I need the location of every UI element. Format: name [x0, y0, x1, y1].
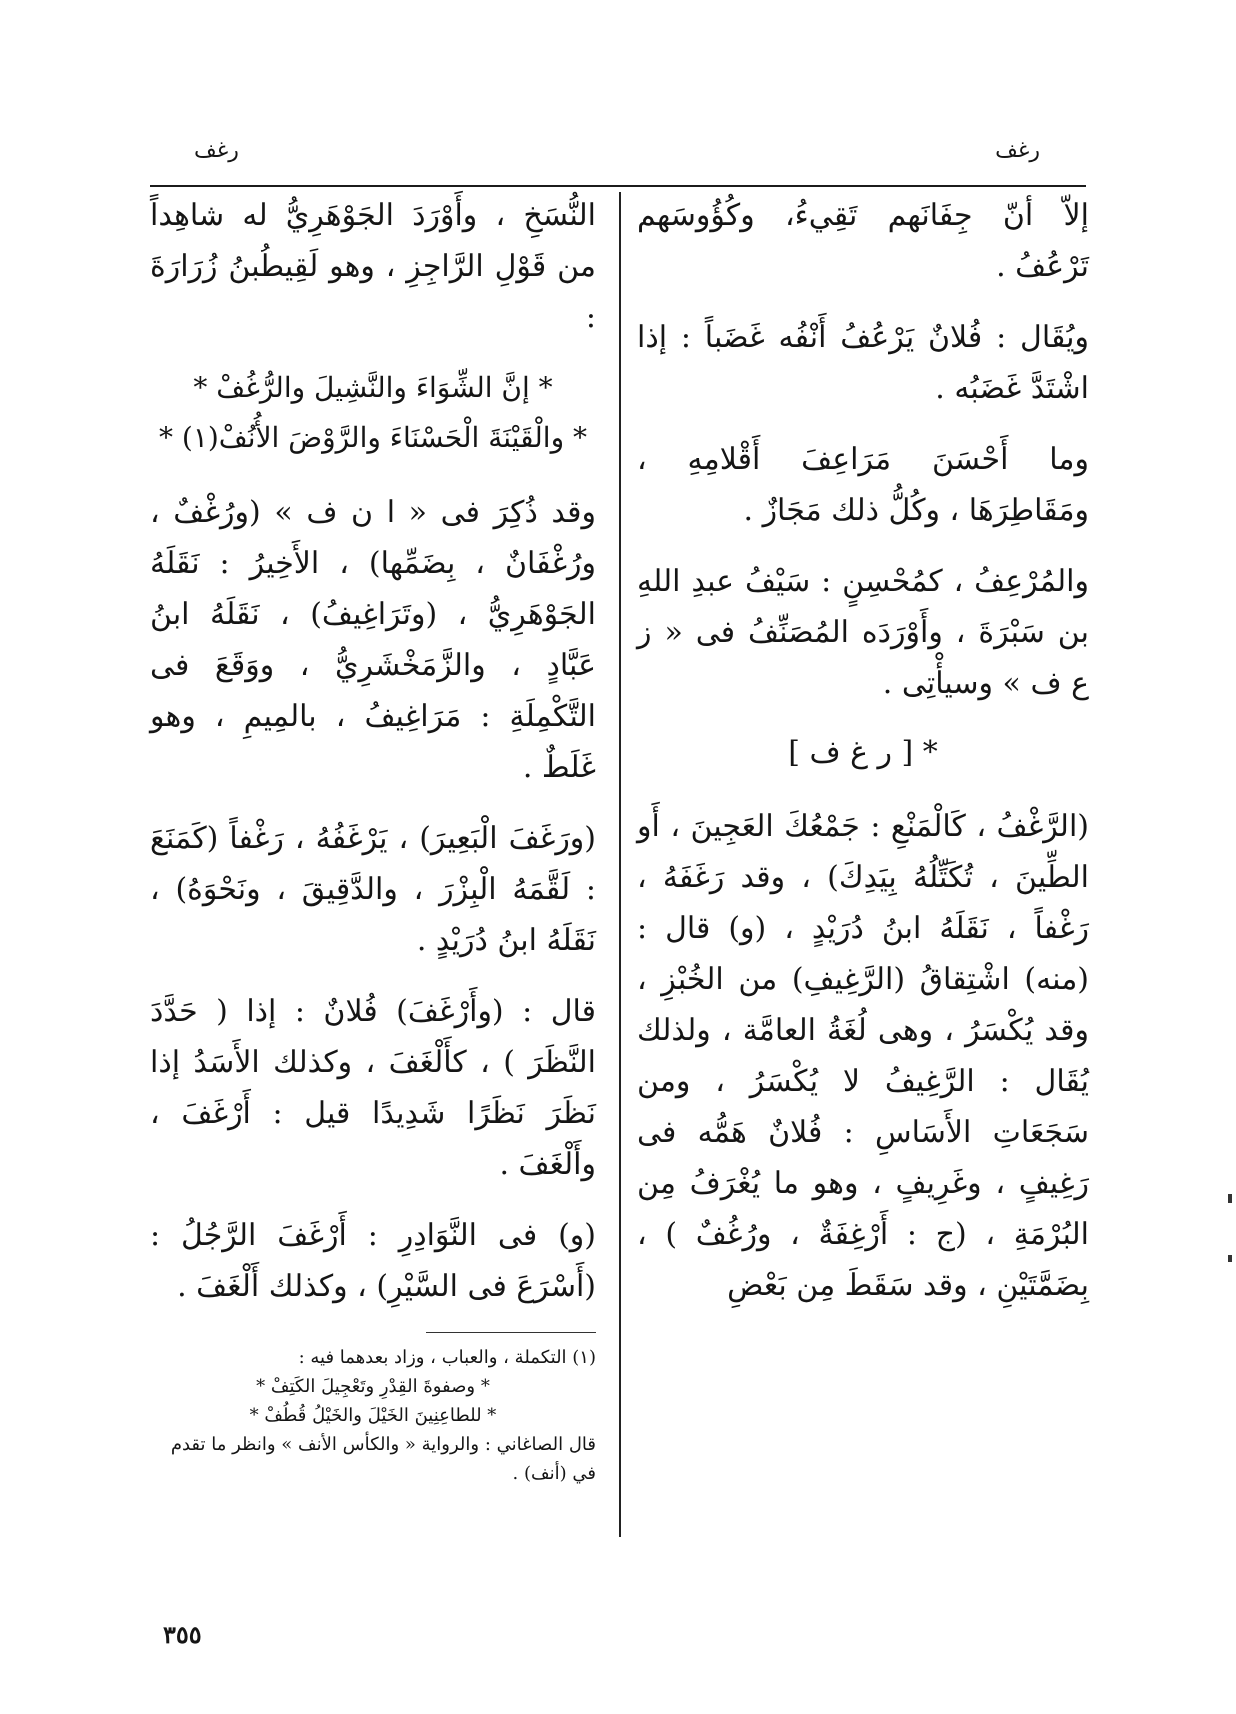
footnote-verse: * وصفوةَ القِدْرِ وتَعْجِيلَ الكَتِفْ *	[256, 1376, 490, 1397]
scan-edge-mark	[1228, 1255, 1232, 1262]
scan-edge-mark	[1228, 1194, 1232, 1203]
footnote-line: قال الصاغاني : والرواية « والكأس الأنف » وانظر ما تقدم	[170, 1434, 596, 1455]
paragraph: النُّسَخِ ، وأَوْرَدَ الجَوْهَرِيُّ له شاهِداً من قَوْلِ الرَّاجِزِ ، وهو لَقِيطُبنُ زُرَارَةَ :	[150, 198, 596, 335]
header-rule	[150, 185, 1086, 187]
footnote-line: في (أنف) .	[512, 1463, 596, 1484]
footnote-line: (١) التكملة ، والعباب ، وزاد بعدهما فيه :	[298, 1347, 596, 1368]
column-divider	[619, 192, 621, 1537]
footnote-rule	[426, 1332, 596, 1333]
paragraph: قال : (وأَرْغَفَ) فُلانٌ : إذا ( حَدَّدَ النَّظَرَ ) ، كأَلْغَفَ ، وكذلك الأَسَدُ إذا نَظَرَ نَظَرًا شَدِيدًا قيل : أَرْغَفَ ، وأَلْغَفَ .	[150, 994, 596, 1182]
verse-line: * إنَّ الشِّوَاءَ والنَّشِيلَ والرُّغُفْ *	[193, 371, 553, 404]
paragraph: وقد ذُكِرَ فى « ا ن ف » (ورُغْفٌ ، ورُغْفَانٌ ، بِضَمِّها) ، الأَخِيرُ : نَقَلَهُ الجَوْهَرِيُّ ، (وتَرَاغِيفُ) ، نَقَلَهُ ابنُ عَبَّادٍ ، والزَّمَخْشَرِيُّ ، ووَقَعَ فى التَّكْمِلَةِ : مَرَاغِيفُ ، بالمِيمِ ، وهو غَلَطٌ .	[150, 495, 596, 785]
running-header-right: رغف	[995, 138, 1040, 163]
paragraph: إلاّ أنّ جِفَانَهم تَقِيءُ، وكُؤُوسَهم تَرْعُفُ .	[637, 198, 1089, 284]
paragraph: وما أَحْسَنَ مَرَاعِفَ أَقْلامِهِ ، ومَقَاطِرَهَا ، وكُلُّ ذلك مَجَازٌ .	[637, 442, 1089, 528]
right-column	[637, 190, 1089, 1331]
footnote-verse: * للطاعِنِينَ الخَيْلَ والخَيْلُ قُطُفْ *	[249, 1405, 497, 1426]
paragraph: (الرَّغْفُ ، كَالْمَنْعِ : جَمْعُكَ العَجِينَ ، أَو الطِّينَ ، تُكَتِّلُهُ بِيَدِكَ) ، وقد رَغَفَهُ ، رَغْفاً ، نَقَلَهُ ابنُ دُرَيْدٍ ، (و) قال : (منه) اشْتِقاقُ (الرَّغِيفِ) من الخُبْزِ ، وقد يُكْسَرُ ، وهى لُغَةُ العامَّة ، ولذلك يُقَال : الرَّغِيفُ لا يُكْسَرُ ، ومن سَجَعَاتِ الأَسَاسِ : فُلانٌ هَمُّه فى رَغِيفٍ ، وغَرِيفٍ ، وهو ما يُغْرَفُ مِن البُرْمَةِ ، (ج : أَرْغِفَةٌ ، ورُغُفٌ ) ، بِضَمَّتَيْنِ ، وقد سَقَطَ مِن بَعْضِ	[637, 809, 1089, 1303]
page-number: ٣٥٥	[163, 1620, 202, 1649]
footnotes	[150, 1343, 596, 1488]
paragraph: (و) فى النَّوَادِرِ : أَرْغَفَ الرَّجُلُ : (أَسْرَعَ فى السَّيْرِ) ، وكذلك أَلْغَفَ .	[150, 1218, 596, 1304]
paragraph: ويُقَال : فُلانٌ يَرْعُفُ أَنْفُه غَضَباً : إذا اشْتَدَّ غَضَبُه .	[637, 320, 1089, 406]
verse-line: * والْقَيْنَةَ الْحَسْنَاءَ والرَّوْضَ الأُنُفْ(١) *	[159, 421, 587, 454]
entry-heading: * [ ر غ ف ]	[788, 735, 938, 770]
left-column	[150, 190, 596, 1488]
paragraph: (ورَغَفَ الْبَعِيرَ) ، يَرْغَفُهُ ، رَغْفاً (كَمَنَعَ : لَقَّمَهُ الْبِزْرَ ، والدَّقِيقَ ، ونَحْوَهُ) ، نَقَلَهُ ابنُ دُرَيْدٍ .	[150, 821, 596, 958]
verse-block	[150, 363, 596, 463]
paragraph: والمُرْعِفُ ، كمُحْسِنٍ : سَيْفُ عبدِ اللهِ بن سَبْرَةَ ، وأَوْرَدَه المُصَنِّفُ فى « ز ع ف » وسيأْتِى .	[637, 564, 1089, 701]
running-header-left: رغف	[194, 138, 239, 163]
